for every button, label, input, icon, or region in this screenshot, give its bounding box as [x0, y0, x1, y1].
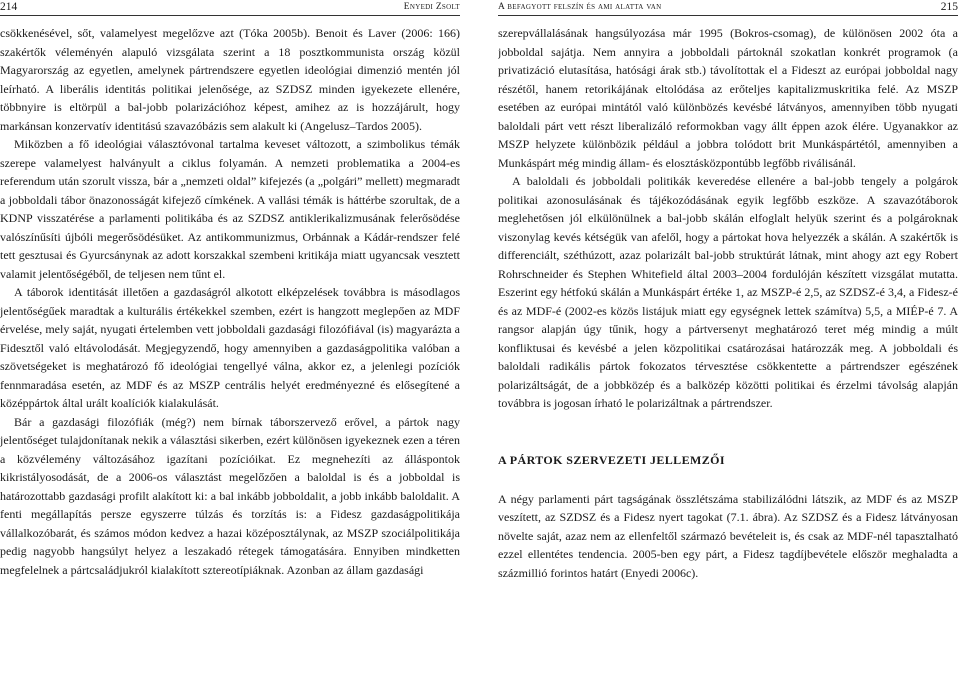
right-page [498, 0, 958, 691]
text-column [0, 24, 460, 579]
text-column [498, 24, 958, 582]
left-page [0, 0, 460, 691]
paragraph: Miközben a fő ideológiai választóvonal tartalma keveset változott, a szimbolikus témák szerepe valamelyest halványult a ciklus folyamán. A nemzeti problematika a 2004-es referendum után szorult vissza, bár a „nemzeti oldal” kifejezés (a „polgári” mellett) megmaradt a jobboldali tábor önazonosságát kifejező címkének. A vallási témák is háttérbe szorultak, de a KDNP visszatérése a parlamenti politikába és az SZDSZ antiklerikalizmusának felerősödése valószínűsíti újbóli megerősödésüket. Az antikommunizmus, Orbánnak a Kádár-rendszer felé tett gesztusai és Gyurcsánynak az adott korszakkal szembeni kritikája miatt ugyancsak vesztett valamit jelentőségéből, de teljesen nem tűnt el. [0, 137, 460, 281]
paragraph: A táborok identitását illetően a gazdaságról alkotott elképzelések továbbra is másodlagos jelentőségűek maradtak a kulturális értékekkel szemben, ezért is hangzott meglepően az MDF érvelése, mely saját, nyugati értelemben vett jobboldali gazdasági filozófiával (is) magyarázta a Fidesztől való eltávolodását. Megjegyzendő, hogy amennyiben a gazdaságpolitika valóban a szövetségeket is meghatározó fő ideológiai tengellyé válna, akkor ez, a jelenlegi pozíciók fennmaradása esetén, az MDF és az MSZP centrális helyét eredményezné és elősegítené a középpártok által urált koalíciók kialakulását. [0, 285, 460, 410]
running-head: Enyedi Zsolt [403, 2, 460, 12]
header-rule [0, 15, 460, 16]
page-number: 214 [0, 1, 18, 13]
paragraph: Bár a gazdasági filozófiák (még?) nem bírnak táborszervező erővel, a pártok nagy jelentőséget tulajdonítanak nekik a választási sikerben, ezért különösen igyekeznek ezen a téren a közvélemény változásához igazítani pozícióikat. Ez megnehezíti az álláspontok kikristályosodását, de a 2006-os választást megelőzően a baloldal is és a jobboldal is határozottabb gazdasági profilt alakított ki: a bal inkább jobboldalit, a jobb inkább baloldalit. A fenti megállapítás persze egyszerre túlzás és torzítás is: a Fidesz gazdaságpolitikája vállalkozóbarát, és számos módon kedvez a hazai középosztálynak, az MSZP szociálpolitikája pedig nagyobb hangsúlyt helyez a leszakadó rétegek támogatására. Ennyiben mindketten megfelelnek a pártcsaládjukról kialakított sztereotípiáknak. Azonban az állam gazdasági [0, 414, 460, 577]
paragraph: csökkenésével, sőt, valamelyest megelőzve azt (Tóka 2005b). Benoit és Laver (2006: 166) szakértők véleményén alapuló vizsgálata szerint a 18 posztkommunista ország közül Magyarország az egyetlen, amelynek pártrendszere egyetlen ideológiai dimenzió mentén jól leírható. A liberális identitás politikai jelenősége, az SZDSZ minden igyekezete ellenére, többnyire is eltörpül a bal-jobb polarizációhoz képest, amihez az is hozzájárult, hogy markánsan konzervatív identitású szavazóbázis sem alakult ki (Angelusz–Tardos 2005). [0, 26, 460, 133]
page-number: 215 [940, 1, 958, 13]
paragraph: A négy parlamenti párt tagságának összlétszáma stabilizálódni látszik, az MDF és az MSZP veszített, az SZDSZ és a Fidesz nyert tagokat (7.1. ábra). Az SZDSZ és a Fidesz látványosan növelte saját, azaz nem az ellenfeltől származó bevételeit is, és csak az MDF-nél tapasztalható ezzel ellentétes tendencia. 2005-ben egy párt, a Fidesz tagdíjbevétele először meghaladta a százmillió forintos határt (Enyedi 2006c). [498, 491, 958, 580]
paragraph: A baloldali és jobboldali politikák keveredése ellenére a bal-jobb tengely a polgárok politikai azonosulásának és tájékozódásának egyik legfőbb eszköze. A szavazótáborok meglehetősen jól elkülönülnek a bal-jobb skálán elfoglalt helyük szerint és a polgároknak viszonylag kevés kétségük van afelől, hogy a pártokat hova helyezzék a skálán. A szakértők is differenciált, széthúzott, azaz polarizált bal-jobb struktúrát látnak, mint ahogy azt egy Robert Rohrschneider és Stephen Whitefield által 2003–2004 fordulóján készített vizsgálat mutatta. Eszerint egy hétfokú skálán a Munkáspárt értéke 1, az MSZP-é 2,5, az SZDSZ-é 3,4, a Fidesz-é és az MDF-é (2002-es közös listájuk miatt egy egységnek lettek számítva) 5,5, a MIÉP-é 7. A rangsor alapján úgy tűnik, hogy a pártversenyt meghatározó teret még mindig a múlt konfliktusai és kevésbé a jelen közpolitikai csatározásai határozzák meg. A jobboldali és baloldali radikális pártok fokozatos térvesztése csökkentette a pártrendszer egészének polarizáltságát, de a jobbközép és a balközép közötti politikai és érzelmi távolság alapján továbbra is jogosan írható le polarizáltnak a pártrendszer. [498, 174, 958, 410]
header-rule [498, 15, 958, 16]
paragraph: szerepvállalásának hangsúlyozása már 1995 (Bokros-csomag), de különösen 2002 óta a jobboldal sajátja. Nem annyira a jobboldali pártoknál szokatlan konkrét programok (a privatizáció elutasítása, hatósági árak stb.) távolítottak el a Fideszt az európai jobboldal nagy részétől, hanem retorikájának eltolódása az erőteljes kapitalizmuskritika felé. Az MSZP esetében az európai mintától való különbözés kevésbé látványos, amennyiben több nyugati baloldali párt vett részt liberalizáló reformokban vagy állt éppen azok élére. Ugyanakkor az MSZP helyzete különbözik például a jobbra tolódott brit Munkáspártétól, amennyiben a Munkáspárt még mindig állam- és elosztásközpontúbb legfőbb riválisánál. [498, 26, 958, 170]
running-head: A befagyott felszín és ami alatta van [498, 2, 662, 12]
section-heading: A PÁRTOK SZERVEZETI JELLEMZŐI [498, 452, 725, 467]
